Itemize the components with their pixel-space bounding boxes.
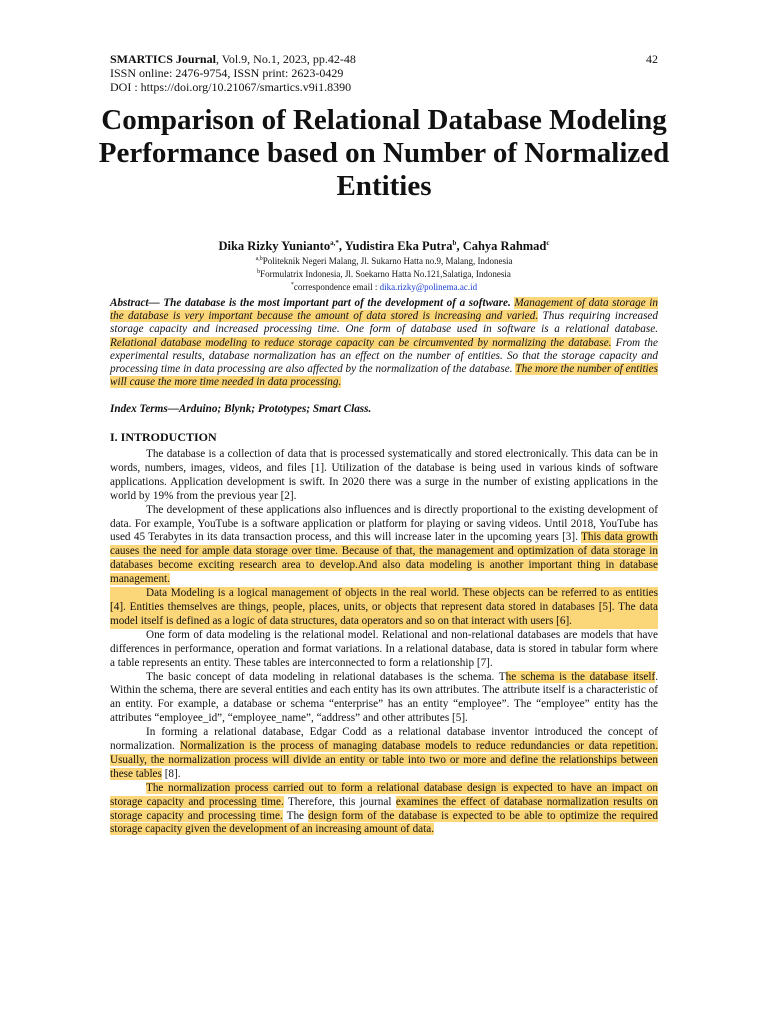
journal-header [110,52,658,94]
index-terms-text: —Arduino; Blynk; Prototypes; Smart Class. [167,403,372,415]
abstract-highlight-2: Relational database modeling to reduce storage capacity can be circumvented by normalizing the database. [110,336,612,349]
paragraph-1: The database is a collection of data that is processed systematically and stored electronically. This data can be in words, numbers, images, videos, and files [1]. Utilization of the database is being used in various kinds of software applications. Application development is swift. In 2020 there was a surge in the number of existing applications in the world by 19% from the previous year [2]. [110,448,658,502]
affiliation-1-sup: a,b [255,256,263,263]
paragraph-3-text: Data Modeling is a logical management of objects in the real world. These objects can be referred to as entities [4]. Entities themselves are things, people, places, units, or objects that represent data stored in databases [5]. The data model itself is defined as a logic of data structures, data operators and so on that interact with users [ [110,587,658,627]
author-1: Dika Rizky Yunianto [218,239,331,254]
author-2: , Yudistira Eka Putra [338,239,453,254]
index-terms-label: Index Terms [110,403,168,415]
paragraph-7-text: Therefore, this journal [283,795,396,808]
introduction-body [110,448,658,837]
paragraph-5-highlight: he schema is the database itself [505,670,656,683]
affiliation-1-text: Politeknik Negeri Malang, Jl. Sukarno Hatta no.9, Malang, Indonesia [262,256,513,267]
abstract-s0: — The database is the most important part of the development of a software. [148,297,515,309]
affiliation-2 [110,267,658,280]
abstract-s4: From the experimental results, database normalization has an effect on the number of entities. So that the storage capacity and processing time in data processing are also affected by the normalization of the database. [110,336,658,376]
paragraph-6-text: In forming a relational database, Edgar Codd as a relational database inventor introduced the concept of normalization. [110,726,658,753]
paragraph-4: One form of data modeling is the relational model. Relational and non-relational databases are models that have differences in performance, operation and format variations. In a relational database, data is stored in tabular form where a table represents an entity. These tables are interconnected to form a relationship [7]. [110,628,658,669]
paragraph-6 [110,726,658,782]
issn-line: ISSN online: 2476-9754, ISSN print: 2623-0429 [110,66,344,80]
author-names [110,236,658,254]
author-1-sup: a,* [330,239,339,247]
journal-volume: , Vol.9, No.1, 2023, pp.42-48 [215,52,356,66]
section-heading: I. INTRODUCTION [110,430,217,444]
paragraph-7-highlight-3: design form of the database is expected to be able to optimize the required storage capacity given the development of an increasing amount of data. [110,809,658,836]
author-2-sup: b [452,239,457,247]
paragraph-6-end: [8]. [161,767,181,780]
correspondence-email-link[interactable]: dika.rizky@polinema.ac.id [379,282,478,293]
correspondence [110,280,658,293]
index-terms [110,403,658,415]
journal-citation [110,52,356,66]
paragraph-5-text: The basic concept of data modeling in relational databases is the schema. T [146,670,506,683]
paragraph-3 [110,587,658,629]
journal-name: SMARTICS Journal [110,52,216,66]
affiliation-2-text: Formulatrix Indonesia, Jl. Soekarno Hatta No.121,Salatiga, Indonesia [260,269,511,280]
abstract-highlight-3: The more the number of entities will cause the more time needed in data processing. [110,363,658,389]
paragraph-5 [110,671,658,727]
paragraph-7-highlight-1: The normalization process carried out to form a relational database design is expected to have an impact on storage capacity and processing time. [110,781,658,808]
paragraph-2-text: The development of these applications also influences and is directly proportional to the existing development of data. For example, YouTube is a software application or platform for playing or saving videos. Until 2018, YouTube has used 45 Terabytes in its data transaction process, and this will increase later in the upcoming years [3]. [110,503,658,544]
paragraph-5-rest: . Within the schema, there are several entities and each entity has its own attributes. The attribute itself is a characteristic of an entity. For example, a database or schema “enterprise” has an entity “employee”. The “employee” entity has the attributes “employee_id”, “employee_name”, “address” and other attributes [5]. [110,670,658,725]
correspondence-label: correspondence email : [293,282,380,293]
abstract-highlight-1: Management of data storage in the database is very important because the amount of data stored is increasing and varied. [110,297,658,323]
paragraph-3-end: 6]. [559,614,572,627]
correspondence-sup: * [290,282,294,289]
paragraph-7 [110,782,658,838]
paper-title: Comparison of Relational Database Modeling Performance based on Number of Normalized Entities [98,104,670,202]
paragraph-6-highlight: Normalization is the process of managing database models to reduce redundancies or data repetition. Usually, the normalization process will divide an entity or table into two or more and define the relationships between these tables [110,740,658,780]
abstract-label: Abstract [110,297,149,309]
paragraph-7-the: The [282,809,309,822]
doi-line: DOI : https://doi.org/10.21067/smartics.v9i1.8390 [110,80,352,94]
paragraph-2 [110,504,658,587]
paragraph-7-highlight-2: examines the effect of database normalization results on storage capacity and processing time. [110,795,658,822]
author-3-sup: c [546,239,550,247]
abstract-s2: Thus requiring increased storage capacity and increased processing time. One form of database used in software is a relational database. [110,310,658,336]
paragraph-2-highlight: This data growth causes the need for ample data storage over time. Because of that, the management and optimization of data storage in databases become exciting research area to develop.And also data modeling is another important thing in database management. [110,531,658,586]
author-3: , Cahya Rahmad [456,239,547,254]
affiliation-1 [110,254,658,267]
affiliation-2-sup: b [257,269,261,276]
abstract [110,297,658,389]
author-block [110,236,658,293]
page-number: 42 [646,52,658,66]
